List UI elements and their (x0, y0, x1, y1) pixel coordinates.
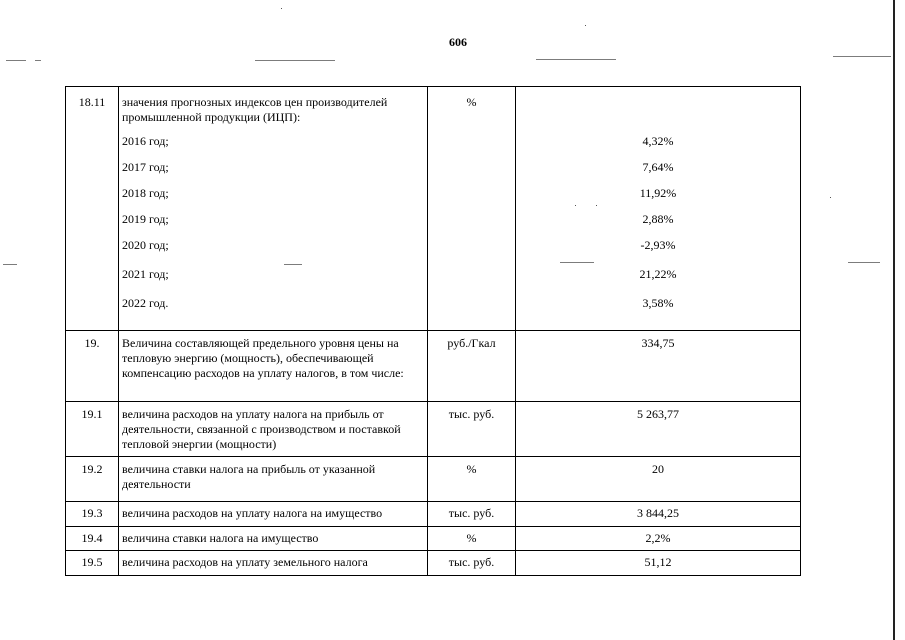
scan-artifact (833, 56, 891, 57)
row-unit: тыс. руб. (448, 506, 495, 520)
year-value: 11,92% (639, 186, 677, 200)
row-value: 20 (652, 462, 664, 476)
table-row (66, 502, 801, 527)
row-name: величина расходов на уплату налога на имущество (122, 506, 383, 520)
row-name: величина ставки налога на имущество (122, 531, 319, 545)
row-unit: тыс. руб. (448, 555, 495, 569)
row-value: 5 263,77 (637, 407, 679, 421)
year-value: 4,32% (642, 134, 674, 148)
row-unit: % (466, 531, 477, 545)
row-number: 18.11 (78, 95, 106, 109)
scan-artifact (585, 25, 586, 26)
table-row (66, 457, 801, 502)
row-name: Величина составляющей предельного уровня цены на тепловую энергию (мощность), обеспечивающей компенсацию расходов на уплату налогов, в том числе: (122, 336, 404, 380)
table-row (66, 551, 801, 576)
row-value: 2,2% (645, 531, 671, 545)
table-row (66, 527, 801, 551)
row-number: 19.4 (81, 531, 103, 545)
row-number: 19.5 (81, 555, 103, 569)
row-unit: руб./Гкал (447, 336, 496, 350)
year-value: -2,93% (640, 238, 676, 252)
table-row (66, 331, 801, 402)
scan-artifact (6, 60, 26, 61)
row-value: 334,75 (641, 336, 675, 350)
row-name: значения прогнозных индексов цен производителей промышленной продукции (ИЦП): (122, 95, 388, 124)
table-row (66, 402, 801, 457)
row-name: величина расходов на уплату налога на прибыль от деятельности, связанной с производством и поставкой тепловой энергии (мощности) (122, 407, 401, 451)
table-row (66, 87, 801, 331)
scan-artifact (3, 264, 17, 265)
row-unit: тыс. руб. (448, 407, 495, 421)
year-value: 3,58% (642, 296, 674, 310)
year-value: 7,64% (642, 160, 674, 174)
row-number: 19.2 (81, 462, 103, 476)
row-unit: % (466, 462, 477, 476)
row-unit: % (466, 95, 477, 109)
year-value: 21,22% (639, 267, 677, 281)
year-label: 2016 год; (122, 134, 169, 148)
row-number: 19.3 (81, 506, 103, 520)
scan-artifact (830, 197, 831, 198)
year-value: 2,88% (642, 212, 674, 226)
row-name: величина расходов на уплату земельного налога (122, 555, 368, 569)
scan-artifact (848, 262, 880, 263)
year-label: 2018 год; (122, 186, 169, 200)
scan-artifact (255, 60, 335, 61)
scan-artifact (281, 8, 282, 9)
year-label: 2020 год; (122, 238, 169, 252)
scan-artifact (536, 59, 616, 60)
row-name: величина ставки налога на прибыль от указанной деятельности (122, 462, 376, 491)
year-label: 2022 год. (122, 296, 169, 310)
row-number: 19. (84, 336, 100, 350)
row-value: 51,12 (644, 555, 672, 569)
row-value: 3 844,25 (637, 506, 679, 520)
year-label: 2021 год; (122, 267, 169, 281)
page-number: 606 (449, 35, 467, 49)
data-table (65, 86, 801, 576)
scan-artifact (35, 60, 41, 61)
year-label: 2019 год; (122, 212, 169, 226)
row-number: 19.1 (81, 407, 103, 421)
scan-edge (893, 0, 895, 640)
year-label: 2017 год; (122, 160, 169, 174)
